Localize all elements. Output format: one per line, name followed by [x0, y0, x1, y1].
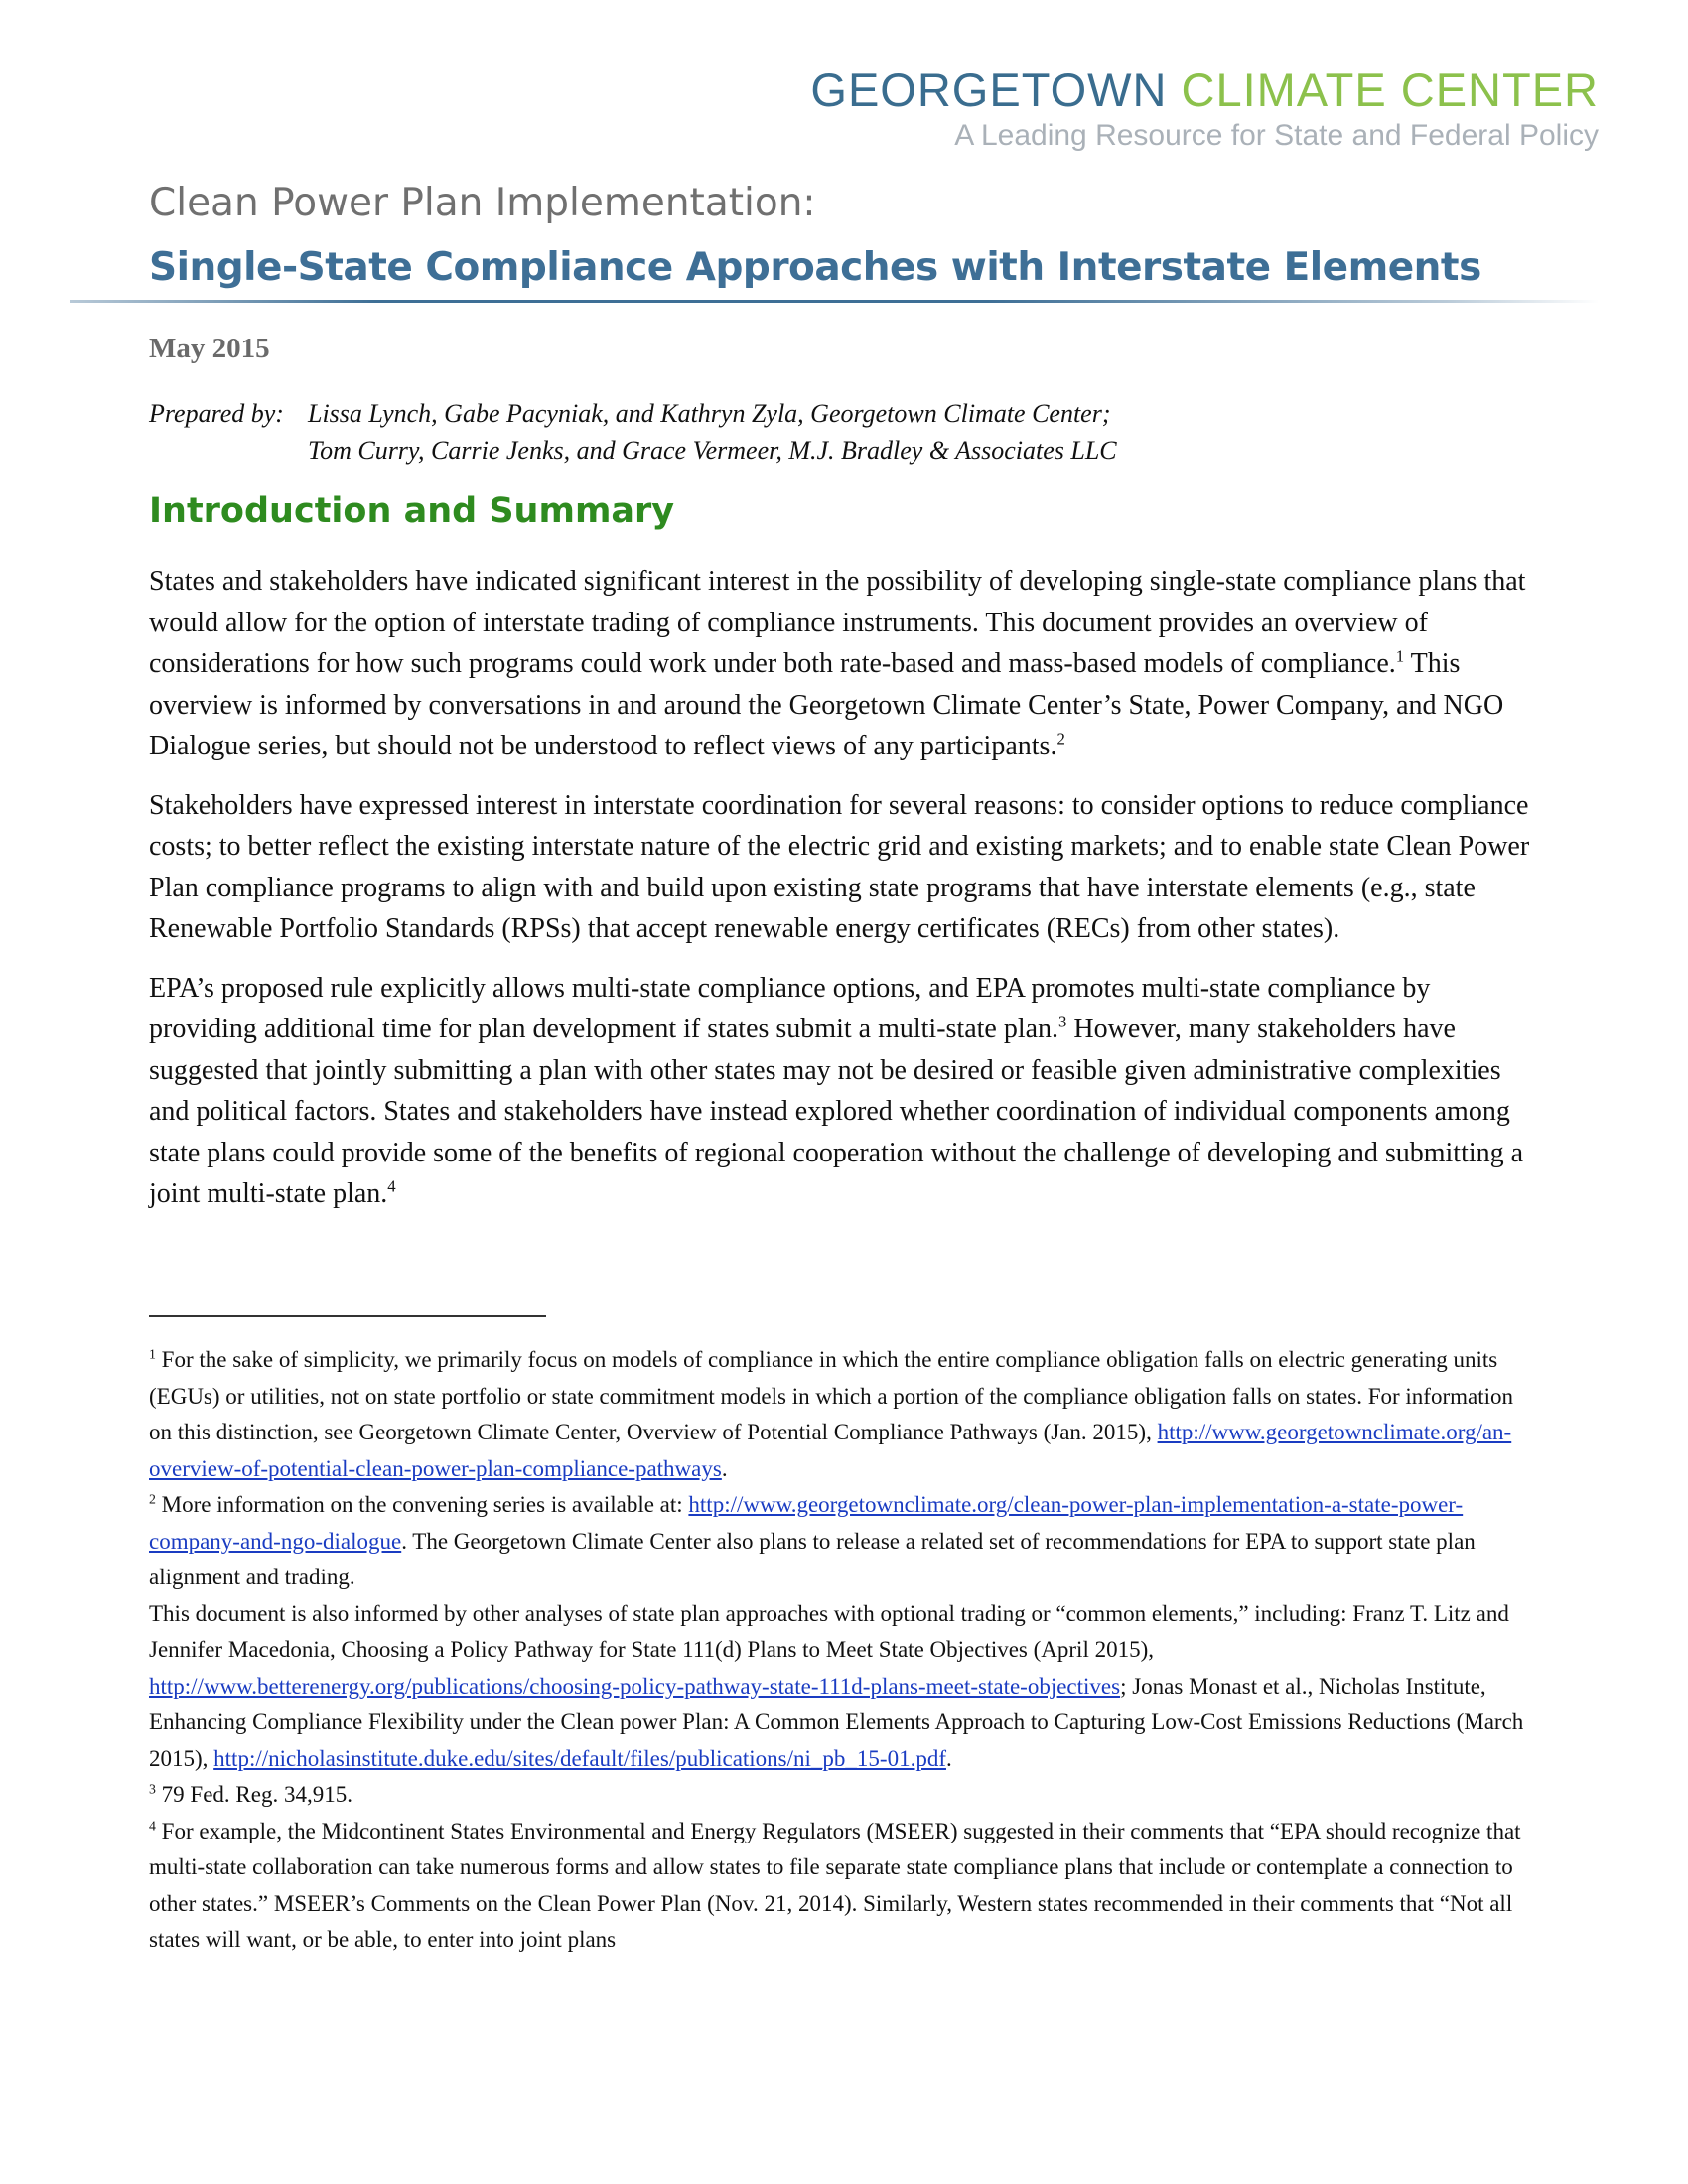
- footnote-1-link[interactable]: http://www.georgetownclimate.org/an-overview-of-potential-clean-power-plan-compliance-pathways: [149, 1420, 1512, 1481]
- body-text: [149, 561, 1539, 1233]
- footnote-1-number: 1: [149, 1346, 156, 1362]
- logo-name-part2: CLIMATE CENTER: [1181, 64, 1599, 116]
- authors-block: [149, 395, 1117, 469]
- footnote-2-text: More information on the convening series is available at:: [155, 1492, 689, 1517]
- footnote-3: [149, 1777, 1539, 1814]
- footnote-4-number: 4: [149, 1817, 156, 1833]
- paragraph-2: Stakeholders have expressed interest in interstate coordination for several reasons: to consider options to reduce compliance costs; to better reflect the existing interstate nature of the electric grid and existing markets; and to enable state Clean Power Plan compliance programs to align with and build upon existing state programs that have interstate elements (e.g., state Renewable Portfolio Standards (RPSs) that accept renewable energy certificates (RECs) from other states).: [149, 789, 1530, 944]
- logo-name-part1: GEORGETOWN: [810, 64, 1168, 116]
- footnote-divider: [149, 1315, 546, 1317]
- footnote-2-cont-end: .: [945, 1745, 952, 1771]
- organization-logo: [804, 65, 1599, 154]
- footnote-2-link[interactable]: http://www.georgetownclimate.org/clean-power-plan-implementation-a-state-power-company-and-ngo-dialogue: [149, 1492, 1464, 1554]
- paragraph-3-text-b: However, many stakeholders have suggested that jointly submitting a plan with other states may not be desired or feasible given administrative complexities and political factors. States and stakeholders have instead explored whether coordination of individual components among state plans could provide some of the benefits of regional cooperation without the challenge of developing and submitting a joint multi-state plan.: [149, 1014, 1524, 1209]
- footnote-2-continued: [149, 1596, 1539, 1778]
- footnote-ref-2[interactable]: 2: [1056, 729, 1065, 749]
- paragraph-3-text-a: EPA’s proposed rule explicitly allows multi-state compliance options, and EPA promotes multi-state compliance by providing additional time for plan development if states submit a multi-state plan.: [149, 972, 1431, 1044]
- footnote-2-link-2[interactable]: http://www.betterenergy.org/publications/choosing-policy-pathway-state-111d-plans-meet-state-objectives: [149, 1673, 1121, 1699]
- paragraph-3: [149, 968, 1539, 1215]
- document-title-line2: Single-State Compliance Approaches with Interstate Elements: [149, 245, 1481, 290]
- footnote-2-link-3[interactable]: http://nicholasinstitute.duke.edu/sites/default/files/publications/ni_pb_15-01.pdf: [213, 1745, 946, 1771]
- footnote-2-cont-a: This document is also informed by other analyses of state plan approaches with optional trading or “common elements,” including: Franz T. Litz and Jennifer Macedonia, Choosing a Policy Pathway for State 111(d) Plans to Meet State Objectives (April 2015),: [149, 1600, 1509, 1662]
- authors-line-1: Lissa Lynch, Gabe Pacyniak, and Kathryn Zyla, Georgetown Climate Center;: [308, 399, 1111, 428]
- authors-row-1: [149, 395, 1117, 432]
- footnotes: [149, 1342, 1539, 1959]
- paragraph-1-text-a: States and stakeholders have indicated significant interest in the possibility of developing single-state compliance plans that would allow for the option of interstate trading of compliance instruments. This document provides an overview of considerations for how such programs could work under both rate-based and mass-based models of compliance.: [149, 566, 1526, 679]
- footnote-2-cont-b: ; Jonas Monast et al., Nicholas Institute, Enhancing Compliance Flexibility under the Clean power Plan: A Common Elements Approach to Capturing Low-Cost Emissions Reductions (March 2015),: [149, 1673, 1524, 1771]
- footnote-1: [149, 1342, 1539, 1487]
- section-heading: Introduction and Summary: [149, 491, 675, 531]
- logo-name: [804, 65, 1599, 116]
- footnote-4-text: For example, the Midcontinent States Environmental and Energy Regulators (MSEER) suggested in their comments that “EPA should recognize that multi-state collaboration can take numerous forms and allow states to file separate state compliance plans that include or contemplate a connection to other states.” MSEER’s Comments on the Clean Power Plan (Nov. 21, 2014). Similarly, Western states recommended in their comments that “Not all states will want, or be able, to enter into joint plans: [149, 1818, 1521, 1952]
- prepared-by-label: Prepared by:: [149, 399, 284, 428]
- footnote-2-number: 2: [149, 1491, 156, 1507]
- footnote-3-text: 79 Fed. Reg. 34,915.: [155, 1782, 352, 1807]
- footnote-2: [149, 1487, 1539, 1596]
- paragraph-1: [149, 561, 1539, 767]
- footnote-4: [149, 1814, 1539, 1959]
- footnote-1-end: .: [721, 1455, 728, 1481]
- publication-date: May 2015: [149, 333, 270, 364]
- authors-line-2: Tom Curry, Carrie Jenks, and Grace Vermeer, M.J. Bradley & Associates LLC: [308, 436, 1117, 465]
- footnote-1-text: For the sake of simplicity, we primarily focus on models of compliance in which the entire compliance obligation falls on electric generating units (EGUs) or utilities, not on state portfolio or state commitment models in which a portion of the compliance obligation falls on states. For information on this distinction, see Georgetown Climate Center, Overview of Potential Compliance Pathways (Jan. 2015),: [149, 1347, 1513, 1444]
- footnote-3-number: 3: [149, 1781, 156, 1797]
- logo-tagline: A Leading Resource for State and Federal Policy: [954, 119, 1599, 152]
- paragraph-1-text-b: This overview is informed by conversations in and around the Georgetown Climate Center’s State, Power Company, and NGO Dialogue series, but should not be understood to reflect views of any participants.: [149, 648, 1504, 761]
- footnote-2-text-2: . The Georgetown Climate Center also plans to release a related set of recommendations for EPA to support state plan alignment and trading.: [149, 1528, 1476, 1589]
- title-divider: [70, 300, 1599, 303]
- document-title-line1: Clean Power Plan Implementation:: [149, 181, 816, 225]
- footnote-ref-3[interactable]: 3: [1058, 1012, 1067, 1031]
- footnote-ref-1[interactable]: 1: [1395, 646, 1405, 666]
- footnote-ref-4[interactable]: 4: [387, 1176, 396, 1196]
